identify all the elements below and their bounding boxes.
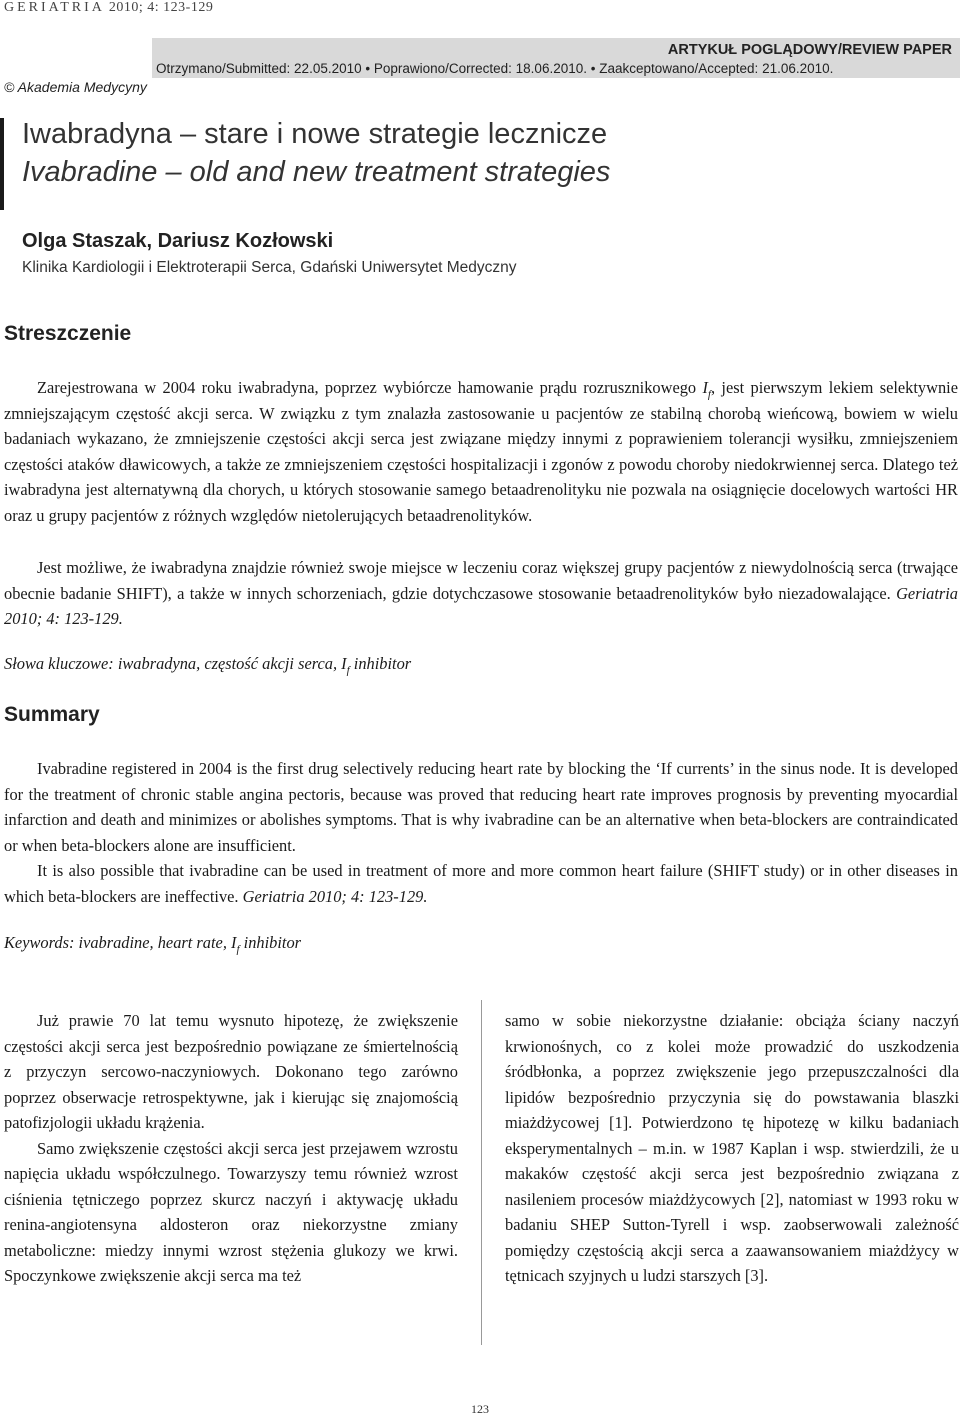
body-left-column <box>4 1008 458 1289</box>
keywords-pl: Słowa kluczowe: iwabradyna, częstość akcji serca, $I_f$ inhibitor <box>4 654 412 677</box>
copyright: © Akademia Medycyny <box>4 79 147 95</box>
title-polish: Iwabradyna – stare i nowe strategie lecznicze <box>22 118 608 150</box>
body-left-paragraph-2: Samo zwiększenie częstości akcji serca jest przejawem wzrostu napięcia układu współczulnego. Towarzyszy temu również wzrost ciśnienia tętniczego poprzez skurcz naczyń i aktywację układu renina-angiotensyna aldosteron oraz niekorzystne zmiany metaboliczne: miedzy innymi wzrost stężenia glukozy we krwi. Spoczynkowe zwiększenie akcji serca ma też <box>4 1138 458 1285</box>
page-number: 123 <box>471 1402 489 1416</box>
affiliation: Klinika Kardiologii i Elektroterapii Serca, Gdański Uniwersytet Medyczny <box>22 259 517 276</box>
abstract-pl-citation: Geriatria 2010; 4: 123-129. <box>4 583 958 629</box>
abstract-en-citation: Geriatria 2010; 4: 123-129. <box>242 886 428 906</box>
abstract-pl-paragraph-2: Jest możliwe, że iwabradyna znajdzie również swoje miejsce w leczeniu coraz większej grupy pacjentów z niewydolnością serca (trwające obecnie badanie SHIFT), a także w innych schorzeniach, gdzie dotychczasowe stosowanie betaadrenolityków było niezadowalające. Geriatria 2010; 4: 123-129. <box>4 558 958 629</box>
body-right-paragraph-1: samo w sobie niekorzystne działanie: obciąża ściany naczyń krwionośnych, co z kolei może prowadzić do uszkodzenia śródbłonka, a poprzez zwiększenie jego przepuszczalności dla lipidów bezpośrednio przyczynia się do powstawania blaszki miażdżycowej [1]. Potwierdzono tę hipotezę w kilku badaniach eksperymentalnych – m.in. w 1987 Kaplan i wsp. stwierdzili, że u makaków częstość akcji serca jest bezpośrednio związana z nasileniem procesów miażdżycowych [2], natomiast w 1993 roku w badaniu SHEP Sutton-Tyrell i wsp. zaobserwowali zależność pomiędzy częstością akcji serca a zaawansowaniem miażdżycy w tętnicach szyjnych u ludzi starszych [3]. <box>505 1011 959 1285</box>
journal-name: GERIATRIA <box>4 0 105 15</box>
column-divider <box>481 1000 482 1345</box>
body-right-column <box>505 1008 959 1289</box>
abstract-en-paragraph-2: It is also possible that ivabradine can be used in treatment of more and more common heart failure (SHIFT study) or in other diseases in which beta-blockers are ineffective. Geriatria 2010; 4: 123-129. <box>4 861 958 906</box>
article-dates: Otrzymano/Submitted: 22.05.2010 • Poprawiono/Corrected: 18.06.2010. • Zaakceptowano/Accepted: 21.06.2010. <box>156 61 834 76</box>
abstract-heading-pl: Streszczenie <box>4 322 132 345</box>
title-accent-bar <box>0 118 4 210</box>
abstract-en-paragraph-1: Ivabradine registered in 2004 is the first drug selectively reducing heart rate by blocking the ‘If currents’ in the sinus node. It is developed for the treatment of chronic stable angina pectoris, because was proved that reducing heart rate improves prognosis by preventing myocardial infarction and death and minimizes or abolishes symptoms. That is why ivabradine can be an alternative when beta-blockers are contraindicated or when beta-blockers alone are insufficient. <box>4 759 958 855</box>
keywords-en: Keywords: ivabradine, heart rate, $I_f$ inhibitor <box>4 933 302 956</box>
abstract-heading-en: Summary <box>4 703 100 726</box>
authors: Olga Staszak, Dariusz Kozłowski <box>22 230 334 252</box>
journal-header <box>4 0 213 16</box>
article-type: ARTYKUŁ POGLĄDOWY/REVIEW PAPER <box>667 42 952 58</box>
title-english: Ivabradine – old and new treatment strategies <box>22 156 611 188</box>
journal-issue: 2010; 4: 123-129 <box>108 0 214 15</box>
abstract-pl-paragraph-1: Zarejestrowana w 2004 roku iwabradyna, poprzez wybiórcze hamowanie prądu rozrusznikowego $I_f$, jest pierwszym lekiem selektywnie zmniejszającym częstość akcji serca. W związku z tym znalazła zastosowanie u pacjentów ze stabilną chorobą wieńcową, bowiem w wielu badaniach wykazano, że zmniejszenie częstości akcji serca jest związane między innymi z poprawieniem tolerancji wysiłku, zmniejszeniem częstości ataków dławicowych, a także ze zmniejszeniem częstości hospitalizacji i zgonów z powodu choroby niedokrwiennej serca. Dlatego też iwabradyna jest alternatywną dla chorych, u których stosowanie samego betaadrenolityku nie pozwala na osiągnięcie docelowych wartości HR oraz u grupy pacjentów z różnych względów nietolerujących betaadrenolityków. <box>4 378 958 525</box>
body-left-paragraph-1: Już prawie 70 lat temu wysnuto hipotezę, że zwiększenie częstości akcji serca jest bezpośrednio powiązane ze śmiertelnością z przyczyn sercowo-naczyniowych. Dokonano tego zarówno poprzez obserwacje retrospektywne, jak i kierując się znajomością patofizjologii układu krążenia. <box>4 1011 458 1132</box>
